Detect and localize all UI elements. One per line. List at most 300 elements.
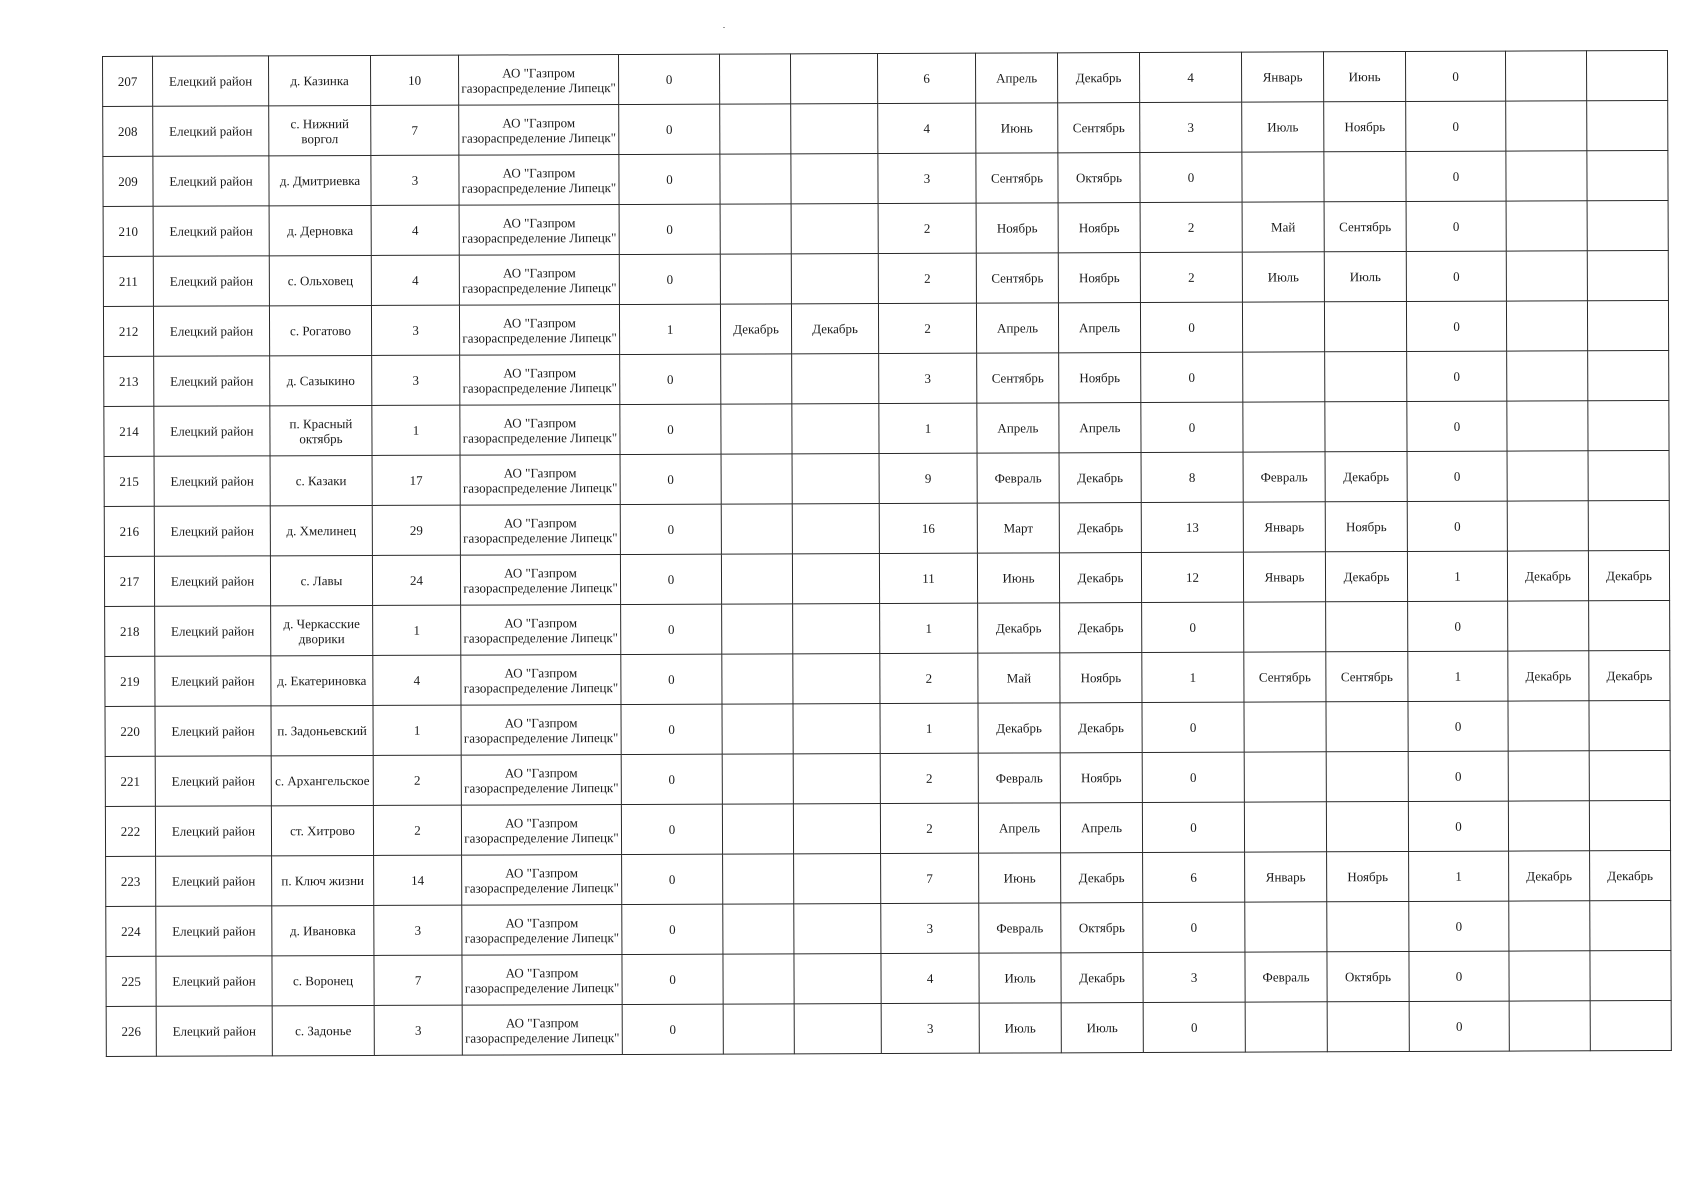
stage-2-end-cell: Декабрь <box>1060 703 1142 753</box>
stage-2-start-cell: Март <box>977 503 1059 553</box>
stage-3-end-cell <box>1324 301 1406 351</box>
stage-1-count-cell: 0 <box>619 154 720 204</box>
stage-2-count-cell: 1 <box>879 403 977 453</box>
organization-cell: АО "Газпром газораспределение Липецк" <box>459 155 619 206</box>
stage-3-start-cell: Январь <box>1245 852 1327 902</box>
stage-2-count-cell: 1 <box>880 603 978 653</box>
total-count-cell: 3 <box>371 155 459 205</box>
stage-4-start-cell <box>1507 351 1588 401</box>
stage-1-end-cell <box>793 704 880 754</box>
stage-3-start-cell <box>1244 752 1326 802</box>
stage-1-end-cell <box>791 204 878 254</box>
total-count-cell: 1 <box>372 405 460 455</box>
stage-2-start-cell: Апрель <box>975 53 1057 103</box>
stage-2-count-cell: 3 <box>881 903 979 953</box>
district-cell: Елецкий район <box>154 556 270 606</box>
stage-2-count-cell: 9 <box>879 453 977 503</box>
district-cell: Елецкий район <box>155 756 271 806</box>
stage-3-start-cell: Январь <box>1243 552 1325 602</box>
row-number: 223 <box>106 856 156 906</box>
stage-4-count-cell: 1 <box>1409 851 1509 901</box>
stage-3-end-cell: Сентябрь <box>1326 651 1408 701</box>
organization-cell: АО "Газпром газораспределение Липецк" <box>462 905 622 956</box>
district-cell: Елецкий район <box>153 106 269 156</box>
stage-4-start-cell <box>1507 501 1588 551</box>
stage-3-count-cell: 0 <box>1142 602 1244 652</box>
stage-3-start-cell <box>1244 602 1326 652</box>
settlement-cell: с. Нижний воргол <box>269 105 371 155</box>
stage-1-start-cell <box>721 554 792 604</box>
stage-4-count-cell: 0 <box>1407 451 1507 501</box>
stage-3-count-cell: 4 <box>1139 52 1241 102</box>
stage-3-start-cell <box>1242 302 1324 352</box>
stage-4-start-cell <box>1508 701 1589 751</box>
row-number: 214 <box>104 406 154 456</box>
stage-3-end-cell <box>1327 1001 1409 1051</box>
table-row <box>105 800 1670 856</box>
stage-4-end-cell <box>1589 700 1670 750</box>
district-cell: Елецкий район <box>153 206 269 256</box>
stage-3-count-cell: 0 <box>1140 302 1242 352</box>
stage-1-count-cell: 0 <box>621 654 722 704</box>
table-row <box>104 550 1669 606</box>
stage-2-end-cell: Ноябрь <box>1058 253 1140 303</box>
organization-cell: АО "Газпром газораспределение Липецк" <box>462 955 622 1006</box>
stage-2-count-cell: 6 <box>877 53 975 103</box>
stage-1-count-cell: 0 <box>622 1004 723 1054</box>
stage-1-count-cell: 0 <box>620 404 721 454</box>
stage-3-count-cell: 13 <box>1141 502 1243 552</box>
table-row <box>104 350 1669 406</box>
stage-2-start-cell: Апрель <box>976 303 1058 353</box>
table-row <box>104 400 1669 456</box>
district-cell: Елецкий район <box>155 656 271 706</box>
stage-1-start-cell <box>721 454 792 504</box>
stage-1-start-cell <box>721 354 792 404</box>
stage-2-count-cell: 3 <box>879 353 977 403</box>
stage-3-start-cell: Сентябрь <box>1244 652 1326 702</box>
stage-3-count-cell: 0 <box>1140 152 1242 202</box>
stage-1-start-cell <box>720 204 791 254</box>
stage-3-start-cell: Январь <box>1243 502 1325 552</box>
organization-cell: АО "Газпром газораспределение Липецк" <box>459 105 619 156</box>
stage-3-count-cell: 0 <box>1142 752 1244 802</box>
stage-4-end-cell <box>1586 50 1667 100</box>
stage-2-start-cell: Февраль <box>979 903 1061 953</box>
table-row <box>103 250 1668 306</box>
total-count-cell: 10 <box>370 55 458 105</box>
total-count-cell: 7 <box>374 955 462 1005</box>
stage-1-count-cell: 0 <box>620 454 721 504</box>
stage-4-count-cell: 1 <box>1407 551 1507 601</box>
stage-3-end-cell: Ноябрь <box>1324 101 1406 151</box>
stage-3-count-cell: 3 <box>1140 102 1242 152</box>
row-number: 216 <box>104 506 154 556</box>
stage-1-end-cell <box>791 104 878 154</box>
district-cell: Елецкий район <box>155 606 271 656</box>
stage-1-start-cell <box>719 54 790 104</box>
stage-3-end-cell <box>1327 901 1409 951</box>
stage-2-start-cell: Май <box>978 653 1060 703</box>
stage-2-start-cell: Апрель <box>977 403 1059 453</box>
stage-3-count-cell: 0 <box>1141 402 1243 452</box>
settlement-cell: с. Архангельское <box>271 755 373 805</box>
stage-4-count-cell: 0 <box>1407 401 1507 451</box>
district-cell: Елецкий район <box>155 806 271 856</box>
table-row <box>106 950 1671 1006</box>
stage-2-start-cell: Апрель <box>978 803 1060 853</box>
stage-2-end-cell: Апрель <box>1060 803 1142 853</box>
settlement-cell: с. Лавы <box>270 555 372 605</box>
stage-3-end-cell <box>1325 351 1407 401</box>
stage-4-count-cell: 0 <box>1407 501 1507 551</box>
stage-4-count-cell: 1 <box>1408 651 1508 701</box>
stage-3-start-cell: Февраль <box>1245 952 1327 1002</box>
stage-3-start-cell <box>1242 152 1324 202</box>
stage-2-end-cell: Апрель <box>1059 403 1141 453</box>
stage-3-end-cell <box>1325 401 1407 451</box>
stage-2-end-cell: Апрель <box>1058 303 1140 353</box>
stage-3-count-cell: 12 <box>1141 552 1243 602</box>
stage-2-start-cell: Февраль <box>978 753 1060 803</box>
stage-2-end-cell: Октябрь <box>1061 903 1143 953</box>
stage-1-start-cell <box>720 254 791 304</box>
district-cell: Елецкий район <box>156 856 272 906</box>
stage-3-start-cell <box>1244 802 1326 852</box>
organization-cell: АО "Газпром газораспределение Липецк" <box>459 205 619 256</box>
scan-speck <box>723 27 725 28</box>
settlement-cell: п. Ключ жизни <box>272 855 374 905</box>
stage-1-count-cell: 0 <box>620 504 721 554</box>
stage-2-start-cell: Декабрь <box>978 603 1060 653</box>
table-body <box>103 50 1672 1056</box>
stage-2-start-cell: Июнь <box>976 103 1058 153</box>
stage-2-count-cell: 4 <box>878 103 976 153</box>
row-number: 215 <box>104 456 154 506</box>
table-row <box>103 100 1668 156</box>
stage-2-end-cell: Ноябрь <box>1059 353 1141 403</box>
stage-1-start-cell <box>723 1004 794 1054</box>
stage-3-start-cell: Июль <box>1242 102 1324 152</box>
stage-1-end-cell <box>794 1004 881 1054</box>
stage-4-start-cell <box>1506 151 1587 201</box>
stage-2-count-cell: 7 <box>881 853 979 903</box>
stage-4-start-cell <box>1507 451 1588 501</box>
total-count-cell: 3 <box>371 305 459 355</box>
stage-2-end-cell: Ноябрь <box>1058 203 1140 253</box>
settlement-cell: д. Ивановка <box>272 905 374 955</box>
stage-1-start-cell <box>722 704 793 754</box>
stage-4-start-cell <box>1506 201 1587 251</box>
settlement-cell: д. Хмелинец <box>270 505 372 555</box>
stage-3-end-cell: Сентябрь <box>1324 201 1406 251</box>
row-number: 220 <box>105 706 155 756</box>
stage-3-start-cell: Январь <box>1241 52 1323 102</box>
row-number: 226 <box>106 1006 156 1056</box>
stage-1-count-cell: 0 <box>619 254 720 304</box>
stage-3-count-cell: 6 <box>1143 852 1245 902</box>
stage-4-start-cell <box>1509 951 1590 1001</box>
settlement-cell: с. Задонье <box>272 1005 374 1055</box>
stage-3-start-cell <box>1245 1002 1327 1052</box>
table-row <box>106 1000 1671 1056</box>
stage-3-count-cell: 0 <box>1143 1002 1245 1052</box>
stage-3-count-cell: 2 <box>1140 202 1242 252</box>
row-number: 209 <box>103 156 153 206</box>
stage-2-start-cell: Декабрь <box>978 703 1060 753</box>
stage-3-start-cell: Февраль <box>1243 452 1325 502</box>
stage-3-count-cell: 0 <box>1142 802 1244 852</box>
stage-1-start-cell <box>722 654 793 704</box>
organization-cell: АО "Газпром газораспределение Липецк" <box>460 505 620 556</box>
stage-3-start-cell <box>1243 352 1325 402</box>
stage-1-end-cell <box>792 554 879 604</box>
stage-2-end-cell: Сентябрь <box>1058 103 1140 153</box>
stage-1-count-cell: 0 <box>619 104 720 154</box>
stage-1-end-cell: Декабрь <box>791 304 878 354</box>
settlement-cell: с. Рогатово <box>269 305 371 355</box>
stage-1-end-cell <box>794 954 881 1004</box>
stage-3-end-cell <box>1326 801 1408 851</box>
stage-2-count-cell: 3 <box>881 1003 979 1053</box>
stage-1-count-cell: 0 <box>622 904 723 954</box>
district-cell: Елецкий район <box>156 956 272 1006</box>
stage-2-start-cell: Ноябрь <box>976 203 1058 253</box>
table-row <box>106 900 1671 956</box>
organization-cell: АО "Газпром газораспределение Липецк" <box>459 255 619 306</box>
stage-1-count-cell: 0 <box>622 854 723 904</box>
stage-2-count-cell: 11 <box>879 553 977 603</box>
stage-1-count-cell: 0 <box>619 204 720 254</box>
district-cell: Елецкий район <box>153 306 269 356</box>
row-number: 221 <box>105 756 155 806</box>
stage-3-start-cell: Июль <box>1242 252 1324 302</box>
stage-2-start-cell: Июнь <box>977 553 1059 603</box>
stage-1-count-cell: 0 <box>621 754 722 804</box>
stage-4-end-cell <box>1587 100 1668 150</box>
organization-cell: АО "Газпром газораспределение Липецк" <box>460 355 620 406</box>
stage-3-end-cell: Декабрь <box>1325 551 1407 601</box>
total-count-cell: 7 <box>371 105 459 155</box>
district-cell: Елецкий район <box>156 906 272 956</box>
table-row <box>105 600 1670 656</box>
district-cell: Елецкий район <box>153 56 269 106</box>
stage-3-end-cell: Июнь <box>1323 51 1405 101</box>
total-count-cell: 4 <box>373 655 461 705</box>
settlement-cell: д. Дмитриевка <box>269 155 371 205</box>
stage-4-start-cell <box>1509 1001 1590 1051</box>
stage-2-count-cell: 4 <box>881 953 979 1003</box>
stage-4-end-cell <box>1587 250 1668 300</box>
stage-1-end-cell <box>792 454 879 504</box>
settlement-cell: с. Казаки <box>270 455 372 505</box>
stage-4-end-cell <box>1588 450 1669 500</box>
row-number: 211 <box>103 256 153 306</box>
stage-4-count-cell: 0 <box>1409 951 1509 1001</box>
district-cell: Елецкий район <box>155 706 271 756</box>
stage-4-end-cell: Декабрь <box>1588 550 1669 600</box>
stage-3-count-cell: 0 <box>1142 702 1244 752</box>
stage-2-end-cell: Ноябрь <box>1060 753 1142 803</box>
stage-1-end-cell <box>793 604 880 654</box>
stage-3-count-cell: 8 <box>1141 452 1243 502</box>
stage-1-end-cell <box>792 404 879 454</box>
stage-2-end-cell: Декабрь <box>1059 453 1141 503</box>
stage-1-count-cell: 0 <box>620 354 721 404</box>
stage-4-start-cell: Декабрь <box>1507 551 1588 601</box>
stage-2-count-cell: 16 <box>879 503 977 553</box>
row-number: 217 <box>104 556 154 606</box>
row-number: 208 <box>103 106 153 156</box>
stage-4-end-cell <box>1587 150 1668 200</box>
table-row <box>105 750 1670 806</box>
stage-1-end-cell <box>794 854 881 904</box>
total-count-cell: 1 <box>373 605 461 655</box>
table-row <box>103 300 1668 356</box>
settlement-cell: п. Красный октябрь <box>270 405 372 455</box>
row-number: 207 <box>103 56 153 106</box>
stage-4-count-cell: 0 <box>1409 1001 1509 1051</box>
district-cell: Елецкий район <box>154 506 270 556</box>
district-cell: Елецкий район <box>154 406 270 456</box>
stage-3-end-cell: Октябрь <box>1327 951 1409 1001</box>
stage-3-start-cell <box>1244 702 1326 752</box>
stage-4-count-cell: 0 <box>1405 51 1505 101</box>
stage-3-end-cell <box>1326 701 1408 751</box>
stage-2-start-cell: Сентябрь <box>976 253 1058 303</box>
organization-cell: АО "Газпром газораспределение Липецк" <box>458 55 618 106</box>
stage-4-start-cell <box>1509 901 1590 951</box>
stage-4-end-cell <box>1587 200 1668 250</box>
district-cell: Елецкий район <box>154 456 270 506</box>
stage-1-start-cell <box>723 954 794 1004</box>
stage-3-count-cell: 0 <box>1143 902 1245 952</box>
stage-2-end-cell: Декабрь <box>1060 603 1142 653</box>
organization-cell: АО "Газпром газораспределение Липецк" <box>461 755 621 806</box>
stage-1-count-cell: 0 <box>620 554 721 604</box>
settlement-cell: д. Сазыкино <box>270 355 372 405</box>
settlement-cell: с. Ольховец <box>269 255 371 305</box>
total-count-cell: 1 <box>373 705 461 755</box>
stage-2-end-cell: Ноябрь <box>1060 653 1142 703</box>
stage-2-end-cell: Декабрь <box>1061 853 1143 903</box>
stage-2-start-cell: Июль <box>979 1003 1061 1053</box>
settlement-cell: ст. Хитрово <box>271 805 373 855</box>
stage-4-end-cell <box>1589 750 1670 800</box>
table-row <box>105 650 1670 706</box>
stage-4-end-cell: Декабрь <box>1589 650 1670 700</box>
stage-2-end-cell: Декабрь <box>1057 53 1139 103</box>
stage-3-end-cell: Ноябрь <box>1327 851 1409 901</box>
stage-2-end-cell: Декабрь <box>1061 953 1143 1003</box>
total-count-cell: 2 <box>373 805 461 855</box>
stage-4-count-cell: 0 <box>1407 351 1507 401</box>
stage-1-end-cell <box>792 504 879 554</box>
organization-cell: АО "Газпром газораспределение Липецк" <box>460 455 620 506</box>
organization-cell: АО "Газпром газораспределение Липецк" <box>460 555 620 606</box>
stage-2-end-cell: Октябрь <box>1058 153 1140 203</box>
organization-cell: АО "Газпром газораспределение Липецк" <box>462 855 622 906</box>
table-row <box>105 700 1670 756</box>
stage-4-count-cell: 0 <box>1406 151 1506 201</box>
stage-4-end-cell <box>1590 900 1671 950</box>
stage-3-start-cell <box>1245 902 1327 952</box>
stage-4-start-cell: Декабрь <box>1509 851 1590 901</box>
stage-1-start-cell <box>720 104 791 154</box>
stage-2-end-cell: Июль <box>1061 1003 1143 1053</box>
stage-2-end-cell: Декабрь <box>1059 503 1141 553</box>
stage-4-count-cell: 0 <box>1406 101 1506 151</box>
stage-1-count-cell: 0 <box>622 954 723 1004</box>
stage-3-start-cell <box>1243 402 1325 452</box>
stage-4-start-cell <box>1506 301 1587 351</box>
stage-4-start-cell <box>1507 401 1588 451</box>
organization-cell: АО "Газпром газораспределение Липецк" <box>460 405 620 456</box>
stage-4-end-cell <box>1587 300 1668 350</box>
stage-1-end-cell <box>794 904 881 954</box>
stage-1-start-cell <box>723 904 794 954</box>
stage-3-count-cell: 3 <box>1143 952 1245 1002</box>
stage-3-end-cell: Июль <box>1324 251 1406 301</box>
table-row <box>104 450 1669 506</box>
stage-3-count-cell: 2 <box>1140 252 1242 302</box>
stage-1-end-cell <box>791 254 878 304</box>
settlement-cell: д. Дерновка <box>269 205 371 255</box>
stage-1-count-cell: 0 <box>618 54 719 104</box>
stage-1-count-cell: 0 <box>621 804 722 854</box>
district-cell: Елецкий район <box>153 156 269 206</box>
stage-2-count-cell: 1 <box>880 703 978 753</box>
stage-4-start-cell <box>1506 101 1587 151</box>
row-number: 210 <box>103 206 153 256</box>
settlement-cell: д. Казинка <box>269 55 371 105</box>
table-row <box>103 200 1668 256</box>
settlement-cell: д. Екатериновка <box>271 655 373 705</box>
stage-4-end-cell <box>1590 950 1671 1000</box>
total-count-cell: 17 <box>372 455 460 505</box>
total-count-cell: 3 <box>374 905 462 955</box>
total-count-cell: 3 <box>374 1005 462 1055</box>
stage-1-end-cell <box>791 154 878 204</box>
stage-2-count-cell: 3 <box>878 153 976 203</box>
stage-4-start-cell <box>1508 801 1589 851</box>
stage-4-count-cell: 0 <box>1406 251 1506 301</box>
district-cell: Елецкий район <box>153 256 269 306</box>
stage-1-start-cell: Декабрь <box>720 304 791 354</box>
stage-4-end-cell <box>1588 350 1669 400</box>
organization-cell: АО "Газпром газораспределение Липецк" <box>459 305 619 356</box>
stage-4-end-cell <box>1588 400 1669 450</box>
stage-3-end-cell: Декабрь <box>1325 451 1407 501</box>
table-row <box>103 50 1668 106</box>
stage-3-end-cell <box>1326 601 1408 651</box>
stage-4-end-cell <box>1589 800 1670 850</box>
stage-1-end-cell <box>793 754 880 804</box>
total-count-cell: 4 <box>371 205 459 255</box>
row-number: 219 <box>105 656 155 706</box>
stage-3-count-cell: 0 <box>1141 352 1243 402</box>
table-row <box>104 500 1669 556</box>
total-count-cell: 2 <box>373 755 461 805</box>
stage-1-end-cell <box>790 54 877 104</box>
organization-cell: АО "Газпром газораспределение Липецк" <box>462 1005 622 1056</box>
stage-4-count-cell: 0 <box>1406 201 1506 251</box>
row-number: 224 <box>106 906 156 956</box>
stage-4-end-cell <box>1590 1000 1671 1050</box>
stage-2-start-cell: Июнь <box>979 853 1061 903</box>
stage-4-end-cell <box>1588 500 1669 550</box>
settlement-cell: п. Задоньевский <box>271 705 373 755</box>
